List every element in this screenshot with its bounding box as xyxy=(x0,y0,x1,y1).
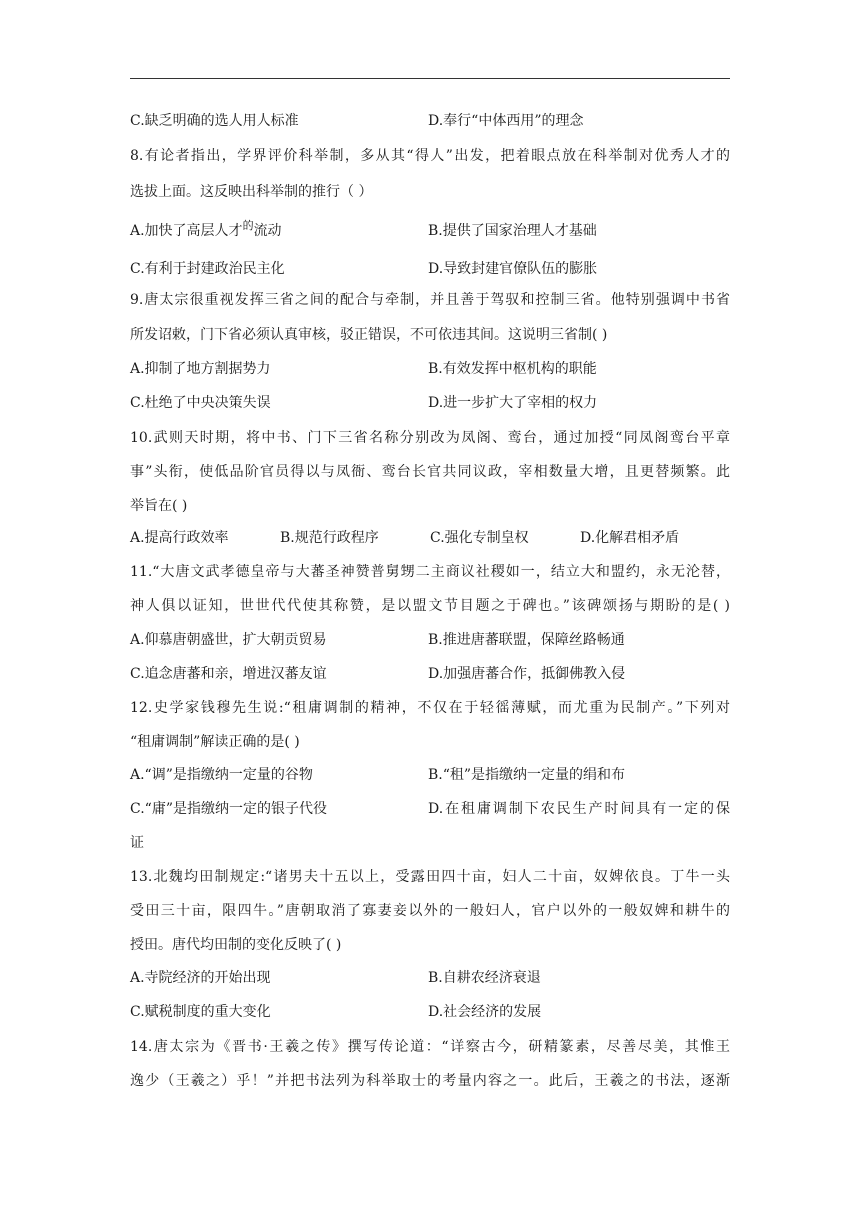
q8-stem-line-2: 选拔上面。这反映出科举制的推行（ ） xyxy=(130,184,373,200)
q13-stem-line-3: 授田。唐代均田制的变化反映了( ) xyxy=(130,937,342,953)
q11-option-a: A.仰慕唐朝盛世，扩大朝贡贸易 xyxy=(130,632,327,648)
q9-option-a: A.抑制了地方割据势力 xyxy=(130,361,271,377)
q13-option-b: B.自耕农经济衰退 xyxy=(428,970,541,986)
q8-stem-line-1: 8.有论者指出，学界评价科举制，多从其“得人”出发，把着眼点放在科举制对优秀人才的 xyxy=(130,148,730,164)
q12-option-d: D.在租庸调制下农民生产时间具有一定的保 xyxy=(428,801,730,817)
q10-option-c: C.强化专制皇权 xyxy=(430,530,529,546)
prev-option-c: C.缺乏明确的选人用人标准 xyxy=(130,113,299,129)
q10-stem-line-1: 10.武则天时期，将中书、门下三省名称分别改为凤阁、鸾台，通过加授“同凤阁鸾台平章 xyxy=(130,430,730,446)
q8-option-a-text: A.加快了高层人才 xyxy=(130,223,243,239)
q8-option-a-sup: 的 xyxy=(242,219,254,232)
q9-stem-line-1: 9.唐太宗很重视发挥三省之间的配合与牵制，并且善于驾驭和控制三省。他特别强调中书省 xyxy=(130,292,730,308)
q11-option-d: D.加强唐蕃合作，抵御佛教入侵 xyxy=(428,666,626,682)
q10-stem-line-2: 事”头衔，使低品阶官员得以与凤衙、鸾台长官共同议政，宰相数量大增，且更替频繁。此 xyxy=(130,464,730,480)
q11-stem-line-2: 神人俱以证知，世世代代使其称赞，是以盟文节目题之于碑也。”该碑颂扬与期盼的是( ) xyxy=(130,598,730,614)
q13-option-d: D.社会经济的发展 xyxy=(428,1004,542,1020)
q11-option-b: B.推进唐蕃联盟，保障丝路畅通 xyxy=(428,632,625,648)
q10-option-b: B.规范行政程序 xyxy=(280,530,379,546)
q9-option-b: B.有效发挥中枢机构的职能 xyxy=(428,361,597,377)
q13-option-a: A.寺院经济的开始出现 xyxy=(130,970,271,986)
q14-stem-line-1: 14.唐太宗为《晋书·王羲之传》撰写传论道：“详察古今，研精篆素，尽善尽美，其惟王 xyxy=(130,1039,730,1055)
q11-stem-line-1: 11.“大唐文武孝德皇帝与大蕃圣神赞普舅甥二主商议社稷如一，结立大和盟约，永无沦替， xyxy=(130,564,730,580)
prev-option-d: D.奉行“中体西用”的理念 xyxy=(428,113,584,129)
q13-option-c: C.赋税制度的重大变化 xyxy=(130,1004,271,1020)
q10-stem-line-3: 举旨在( ) xyxy=(130,498,188,514)
q8-option-a-tail: 流动 xyxy=(253,223,282,239)
q12-option-a: A.“调”是指缴纳一定量的谷物 xyxy=(130,767,313,783)
q8-option-b: B.提供了国家治理人才基础 xyxy=(428,223,597,239)
q9-option-d: D.进一步扩大了宰相的权力 xyxy=(428,395,598,411)
q12-option-d-cont: 证 xyxy=(130,835,144,851)
q8-option-a xyxy=(130,221,282,241)
q8-option-c: C.有利于封建政治民主化 xyxy=(130,261,285,277)
q9-option-c: C.杜绝了中央决策失误 xyxy=(130,395,271,411)
q13-stem-line-2: 受田三十亩，限四牛。”唐朝取消了寡妻妾以外的一般妇人，官户以外的一般奴婢和耕牛的 xyxy=(130,903,730,919)
q13-stem-line-1: 13.北魏均田制规定:“诸男夫十五以上，受露田四十亩，妇人二十亩，奴婢依良。丁牛一头 xyxy=(130,869,730,885)
q10-option-a: A.提高行政效率 xyxy=(130,530,229,546)
q11-option-c: C.追念唐蕃和亲，增进汉蕃友谊 xyxy=(130,666,327,682)
q12-option-b: B.“租”是指缴纳一定量的绢和布 xyxy=(428,767,626,783)
q14-stem-line-2: 逸少（王羲之）乎！”并把书法列为科举取士的考量内容之一。此后，王羲之的书法，逐渐 xyxy=(130,1073,730,1089)
q10-option-d: D.化解君相矛盾 xyxy=(580,530,680,546)
header-rule xyxy=(130,78,730,79)
q9-stem-line-2: 所发诏敕，门下省必须认真审核，驳正错误，不可依违其间。这说明三省制( ) xyxy=(130,327,608,343)
q12-stem-line-1: 12.史学家钱穆先生说:“租庸调制的精神，不仅在于轻徭薄赋，而尤重为民制产。”下列对 xyxy=(130,700,730,716)
q12-stem-line-2: “租庸调制”解读正确的是( ) xyxy=(130,734,300,750)
q12-option-c: C.“庸”是指缴纳一定的银子代役 xyxy=(130,801,327,817)
q8-option-d: D.导致封建官僚队伍的膨胀 xyxy=(428,261,598,277)
